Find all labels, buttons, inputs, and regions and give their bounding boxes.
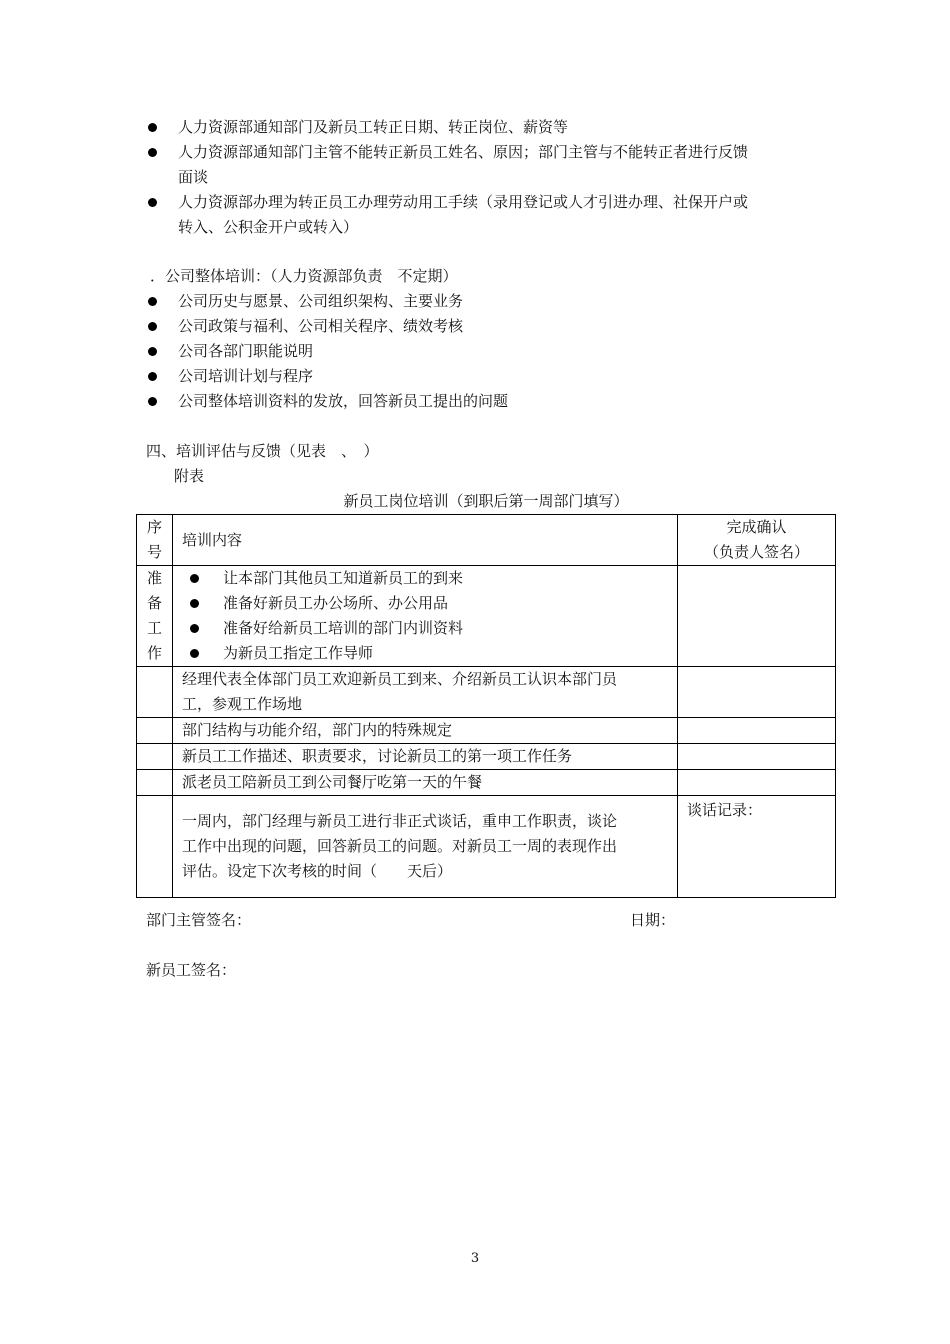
bullet-icon [190,624,199,633]
content-cell: 一周内，部门经理与新员工进行非正式谈话，重申工作职责，谈论 工作中出现的问题，回答新员工的问题。对新员工一周的表现作出 评估。设定下次考核的时间（ 天后） [173,796,678,898]
prep-items [173,566,678,667]
header-content: 培训内容 [173,515,678,566]
content-cell: 新员工工作描述、职责要求，讨论新员工的第一项工作任务 [173,744,678,770]
seq-cell [137,796,173,898]
header-seq: 序 号 [137,515,173,566]
seq-cell [137,667,173,718]
confirm-cell [678,718,836,744]
bullet-icon [148,148,157,157]
content-cell: 派老员工陪新员工到公司餐厅吃第一天的午餐 [173,770,678,796]
table-row [137,770,836,796]
section-heading: ．公司整体培训：（人力资源部负责 不定期） [150,267,458,285]
list-item: 准备好给新员工培训的部门内训资料 [187,616,677,641]
list-item: 准备好新员工办公场所、办公用品 [187,591,677,616]
table-header-row [137,515,836,566]
employee-signature-label: 新员工签名： [146,961,237,979]
bullet-icon [148,372,157,381]
seq-cell [137,770,173,796]
table-row [137,566,836,667]
bullet-icon [148,347,157,356]
bullet-icon [148,198,157,207]
page-number: 3 [470,1251,480,1266]
table-row [137,796,836,898]
talk-record-cell: 谈话记录： [678,796,836,898]
table-title: 新员工岗位培训（到职后第一周部门填写） [343,492,629,510]
bullet-icon [190,574,199,583]
training-table [136,514,836,898]
confirm-cell [678,744,836,770]
confirm-cell [678,770,836,796]
content-cell: 部门结构与功能介绍，部门内的特殊规定 [173,718,678,744]
seq-cell [137,718,173,744]
table-row [137,744,836,770]
list-item: 为新员工指定工作导师 [187,641,677,666]
date-label: 日期： [630,911,676,929]
bullet-icon [148,123,157,132]
bullet-icon [148,322,157,331]
appendix-label: 附表 [174,467,205,485]
confirm-cell [678,566,836,667]
content-cell: 经理代表全体部门员工欢迎新员工到来、介绍新员工认识本部门员 工，参观工作场地 [173,667,678,718]
bullet-icon [190,599,199,608]
seq-cell [137,744,173,770]
header-confirm: 完成确认 （负责人签名） [678,515,836,566]
list-item: 让本部门其他员工知道新员工的到来 [187,566,677,591]
table-row [137,667,836,718]
confirm-cell [678,667,836,718]
section-heading: 四、培训评估与反馈（见表 、 ） [146,442,379,460]
table-row [137,718,836,744]
supervisor-signature-label: 部门主管签名： [146,911,252,929]
prep-label: 准 备 工 作 [137,566,173,667]
bullet-icon [190,649,199,658]
bullet-icon [148,297,157,306]
bullet-icon [148,397,157,406]
